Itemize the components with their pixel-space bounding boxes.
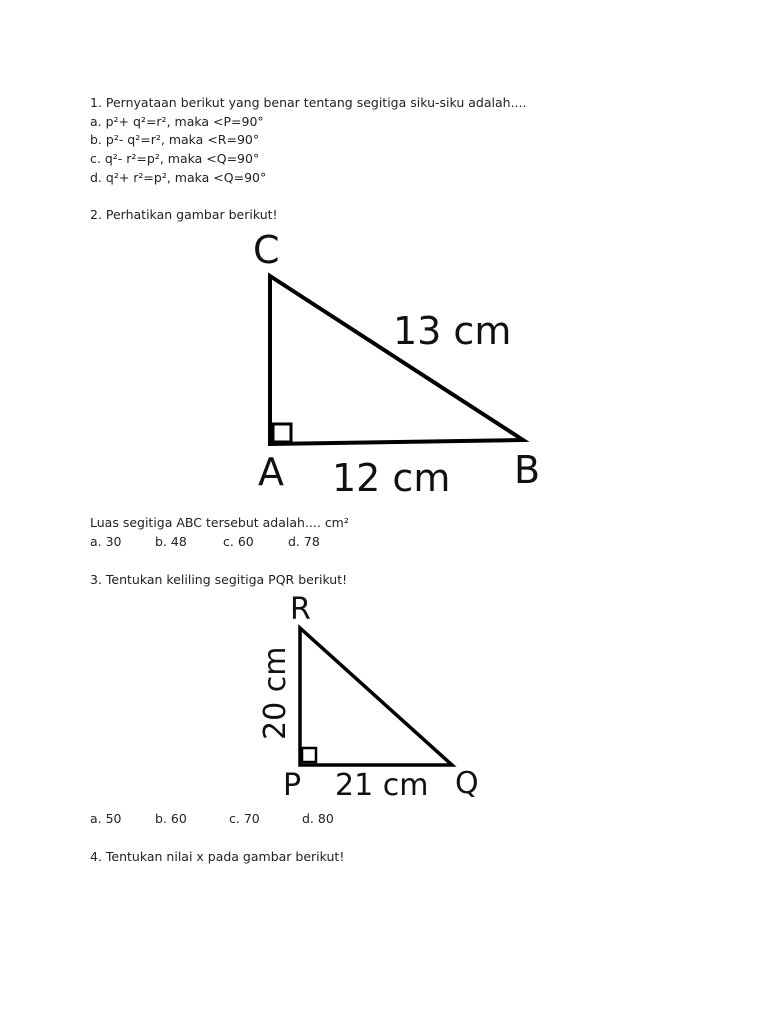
right-angle-marker-p [302, 748, 316, 762]
question-1-option-c: c. q²- r²=p², maka <Q=90° [90, 151, 260, 166]
question-1-text: 1. Pernyataan berikut yang benar tentang segitiga siku-siku adalah.... [90, 95, 527, 110]
base-label-pq: 21 cm [335, 768, 429, 803]
question-4-text: 4. Tentukan nilai x pada gambar berikut! [90, 849, 345, 864]
hypotenuse-label: 13 cm [393, 309, 512, 353]
question-3-option-b: b. 60 [155, 811, 187, 826]
vertex-label-b: B [514, 448, 541, 492]
question-2-option-d: d. 78 [288, 534, 320, 549]
question-1-option-b: b. p²- q²=r², maka <R=90° [90, 132, 260, 147]
vertex-label-a: A [258, 450, 284, 494]
question-1-option-a: a. p²+ q²=r², maka <P=90° [90, 114, 264, 129]
vertex-label-q: Q [455, 766, 479, 801]
vertex-label-c: C [253, 228, 280, 272]
question-3-text: 3. Tentukan keliling segitiga PQR berikut! [90, 572, 348, 587]
triangle-pqr [300, 628, 452, 765]
question-3-option-d: d. 80 [302, 811, 334, 826]
question-2-option-a: a. 30 [90, 534, 122, 549]
question-3-option-a: a. 50 [90, 811, 122, 826]
question-2-text: 2. Perhatikan gambar berikut! [90, 207, 278, 222]
vertex-label-p: P [283, 768, 302, 803]
question-3-option-c: c. 70 [229, 811, 260, 826]
question-1-option-d: d. q²+ r²=p², maka <Q=90° [90, 170, 267, 185]
base-label: 12 cm [332, 456, 451, 500]
vertex-label-r: R [290, 592, 311, 627]
question-2-prompt: Luas segitiga ABC tersebut adalah.... cm² [90, 515, 349, 530]
question-2-option-c: c. 60 [223, 534, 254, 549]
height-label: 20 cm [258, 646, 293, 740]
question-2-option-b: b. 48 [155, 534, 187, 549]
